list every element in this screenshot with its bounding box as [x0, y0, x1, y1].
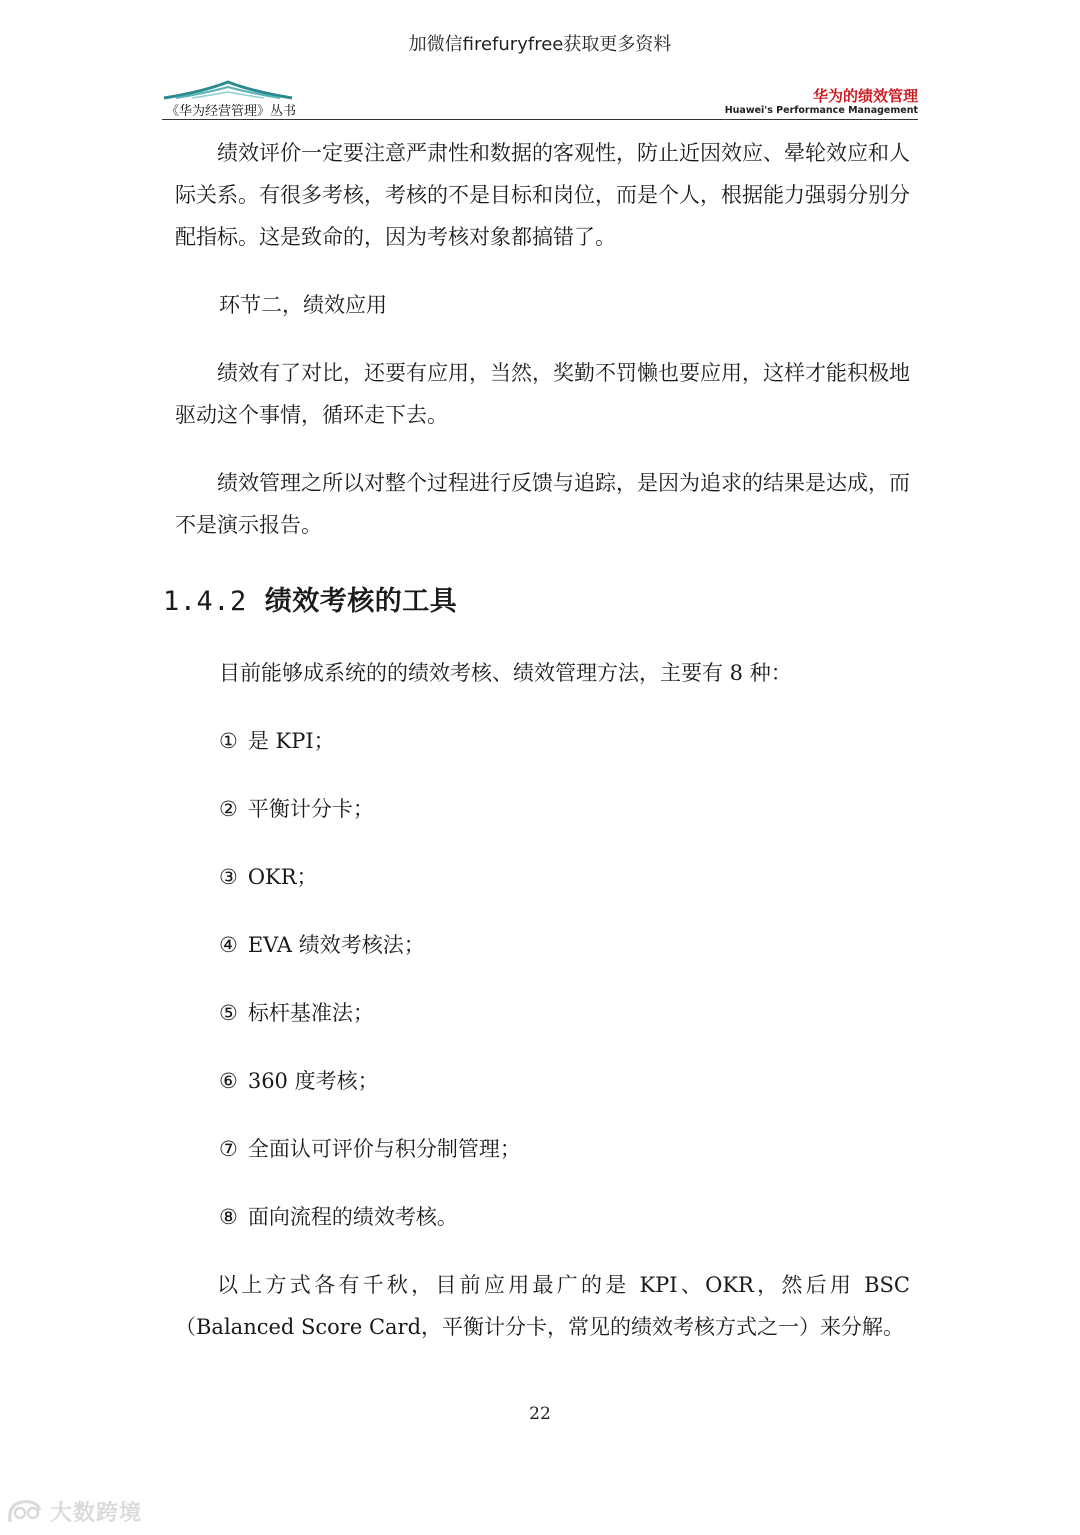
series-title: 《华为经营管理》丛书: [166, 104, 297, 119]
section-number: 1.4.2: [163, 586, 247, 617]
list-item-text: 平衡计分卡；: [247, 797, 374, 821]
page-header: [162, 76, 918, 120]
list-item-text: OKR；: [247, 865, 318, 889]
corner-watermark: [6, 1494, 156, 1528]
list-marker: ⑧: [219, 1205, 238, 1229]
list-marker: ⑤: [219, 1001, 238, 1025]
list-marker: ④: [219, 933, 238, 957]
top-watermark: 加微信firefuryfree获取更多资料: [408, 34, 672, 55]
paragraph: 绩效有了对比，还要有应用，当然，奖勤不罚懒也要应用，这样才能积极地驱动这个事情，循环走下去。: [175, 361, 910, 427]
list-item-text: 标杆基准法；: [247, 1001, 374, 1025]
list-item-text: 是 KPI；: [247, 729, 335, 753]
list-item-text: EVA 绩效考核法；: [247, 933, 425, 957]
watermark-text: 大数跨境: [50, 1501, 143, 1526]
list-item-text: 360 度考核；: [247, 1069, 379, 1093]
paragraph: 绩效评价一定要注意严肃性和数据的客观性，防止近因效应、晕轮效应和人际关系。有很多考核，考核的不是目标和岗位，而是个人，根据能力强弱分别分配指标。这是致命的，因为考核对象都搞错了。: [175, 141, 910, 249]
header-divider: [162, 119, 918, 120]
list-item: [175, 992, 910, 1034]
list-marker: ①: [219, 729, 238, 753]
book-title-cn: 华为的绩效管理: [812, 87, 918, 105]
list-item: [175, 1196, 910, 1238]
list-item: [175, 788, 910, 830]
watermark-logo-icon: [6, 1496, 46, 1526]
series-logo-icon: [162, 78, 294, 100]
closing-paragraph: 以上方式各有千秋，目前应用最广的是 KPI、OKR，然后用 BSC（Balanced Score Card，平衡计分卡，常见的绩效考核方式之一）来分解。: [175, 1273, 910, 1339]
paragraph: 绩效管理之所以对整个过程进行反馈与追踪，是因为追求的结果是达成，而不是演示报告。: [175, 471, 910, 537]
list-marker: ③: [219, 865, 238, 889]
list-marker: ②: [219, 797, 238, 821]
list-item: [175, 1060, 910, 1102]
list-item-text: 全面认可评价与积分制管理；: [247, 1137, 521, 1161]
intro-paragraph: 目前能够成系统的的绩效考核、绩效管理方法，主要有 8 种：: [219, 661, 792, 685]
list-marker: ⑦: [219, 1137, 238, 1161]
book-brand: [725, 88, 918, 117]
section-title: 绩效考核的工具: [264, 586, 458, 617]
list-item: [175, 720, 910, 762]
list-item-text: 面向流程的绩效考核。: [247, 1205, 458, 1229]
list-item: [175, 924, 910, 966]
subheading-paragraph: 环节二，绩效应用: [219, 293, 387, 317]
page-number: 22: [529, 1404, 551, 1424]
list-item: [175, 856, 910, 898]
book-title-en: Huawei's Performance Management: [724, 105, 918, 116]
methods-list: [175, 720, 910, 1238]
page-body: [163, 132, 910, 1348]
section-heading: [163, 582, 910, 622]
list-marker: ⑥: [219, 1069, 238, 1093]
list-item: [175, 1128, 910, 1170]
